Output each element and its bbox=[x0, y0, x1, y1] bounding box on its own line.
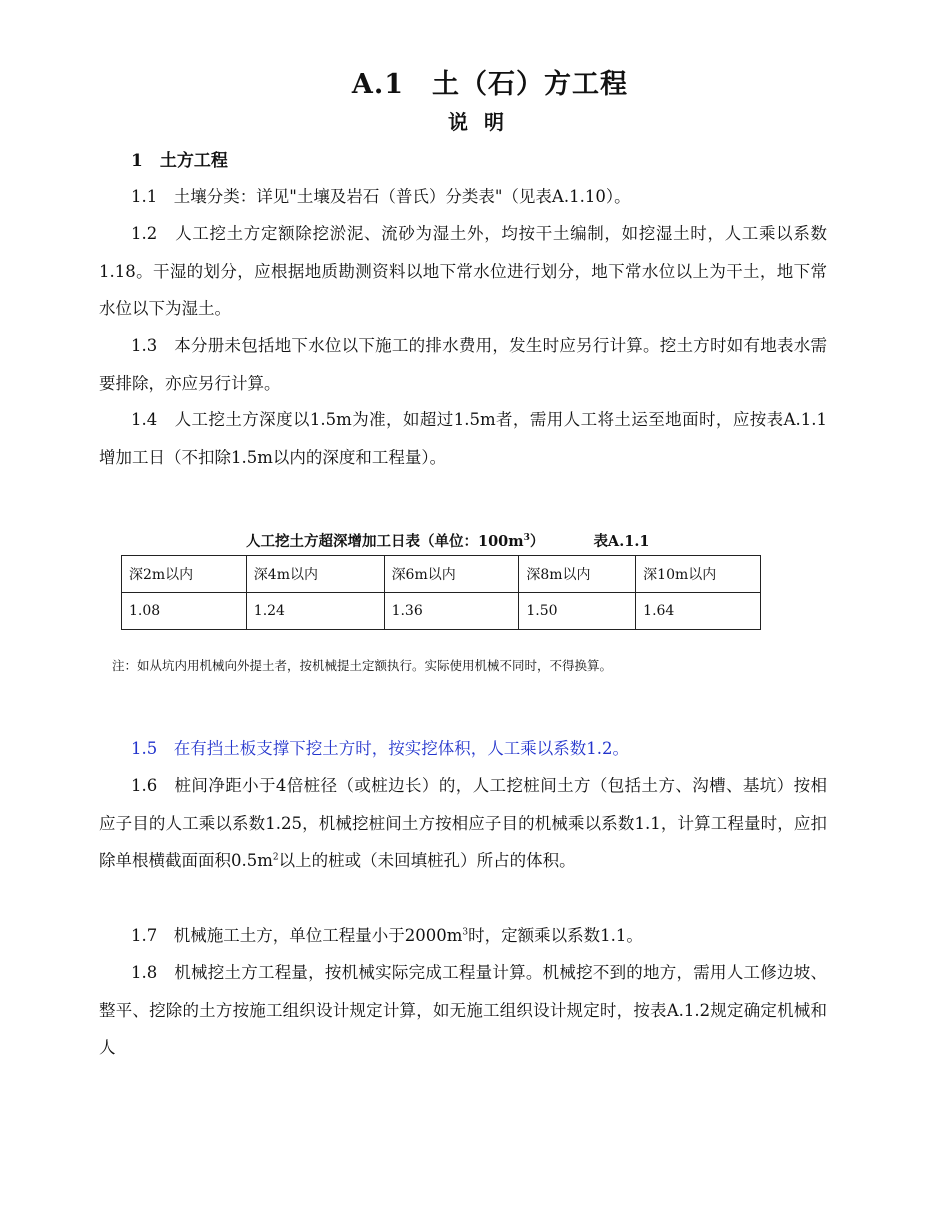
table-header-row bbox=[122, 556, 761, 593]
paragraph-1-1: 1.1 土壤分类：详见"土壤及岩石（普氏）分类表"（见表A.1.10）。 bbox=[131, 187, 631, 206]
paragraph-1-7 bbox=[99, 917, 827, 955]
table-number: 表A.1.1 bbox=[593, 533, 650, 550]
subtitle: 说明 bbox=[448, 110, 520, 134]
table-caption-close: ） bbox=[529, 533, 545, 550]
table-row bbox=[122, 593, 761, 630]
paragraph-1-6-text-end: 以上的桩或（未回填桩孔）所占的体积。 bbox=[278, 851, 576, 870]
paragraph-1-7-text: 1.7 机械施工土方，单位工程量小于2000m bbox=[131, 926, 463, 945]
paragraph-1-7-superscript: 3 bbox=[462, 927, 469, 938]
table-header-cell: 深4m以内 bbox=[246, 556, 384, 593]
paragraph-1-3: 1.3 本分册未包括地下水位以下施工的排水费用，发生时应另行计算。挖土方时如有地表水需要排除，亦应另行计算。 bbox=[99, 336, 827, 393]
paragraph-1-6-text: 1.6 桩间净距小于4倍桩径（或桩边长）的，人工挖桩间土方（包括土方、沟槽、基坑）按相应子目的人工乘以系数1.25，机械挖桩间土方按相应子目的机械乘以系数1.1，计算工程量时，应扣除单根横截面面积0.5m bbox=[99, 776, 827, 870]
page-title: A.1 土（石）方工程 bbox=[351, 69, 629, 100]
paragraph-1-8: 1.8 机械挖土方工程量，按机械实际完成工程量计算。机械挖不到的地方，需用人工修边坡、整平、挖除的土方按施工组织设计规定计算，如无施工组织设计规定时，按表A.1.2规定确定机械和人 bbox=[99, 963, 827, 1057]
table-cell: 1.36 bbox=[384, 593, 519, 630]
paragraph-1-2: 1.2 人工挖土方定额除挖淤泥、流砂为湿土外，均按干土编制，如挖湿土时，人工乘以系数1.18。干湿的划分，应根据地质勘测资料以地下常水位进行划分，地下常水位以上为干土，地下常水位以下为湿土。 bbox=[99, 224, 827, 318]
table-cell: 1.08 bbox=[122, 593, 247, 630]
table-caption-text: 人工挖土方超深增加工日表（单位：100m bbox=[246, 533, 524, 550]
table-note: 注：如从坑内用机械向外提土者，按机械提土定额执行。实际使用机械不同时，不得换算。 bbox=[112, 658, 613, 673]
table-cell: 1.50 bbox=[519, 593, 636, 630]
data-table bbox=[121, 555, 761, 630]
table-header-cell: 深2m以内 bbox=[122, 556, 247, 593]
table-cell: 1.24 bbox=[246, 593, 384, 630]
section-heading: 1 土方工程 bbox=[131, 151, 228, 171]
paragraph-1-7-text-end: 时，定额乘以系数1.1。 bbox=[468, 926, 643, 945]
paragraph-1-4: 1.4 人工挖土方深度以1.5m为准，如超过1.5m者，需用人工将土运至地面时，应按表A.1.1增加工日（不扣除1.5m以内的深度和工程量）。 bbox=[99, 410, 827, 467]
table-cell: 1.64 bbox=[636, 593, 761, 630]
paragraph-1-5: 1.5 在有挡土板支撑下挖土方时，按实挖体积，人工乘以系数1.2。 bbox=[131, 739, 629, 758]
table-caption bbox=[246, 530, 649, 551]
paragraph-1-6 bbox=[99, 767, 827, 880]
table-header-cell: 深10m以内 bbox=[636, 556, 761, 593]
table-header-cell: 深6m以内 bbox=[384, 556, 519, 593]
table-header-cell: 深8m以内 bbox=[519, 556, 636, 593]
table-caption-superscript: 3 bbox=[523, 533, 530, 544]
paragraph-1-6-superscript: 2 bbox=[272, 852, 279, 863]
